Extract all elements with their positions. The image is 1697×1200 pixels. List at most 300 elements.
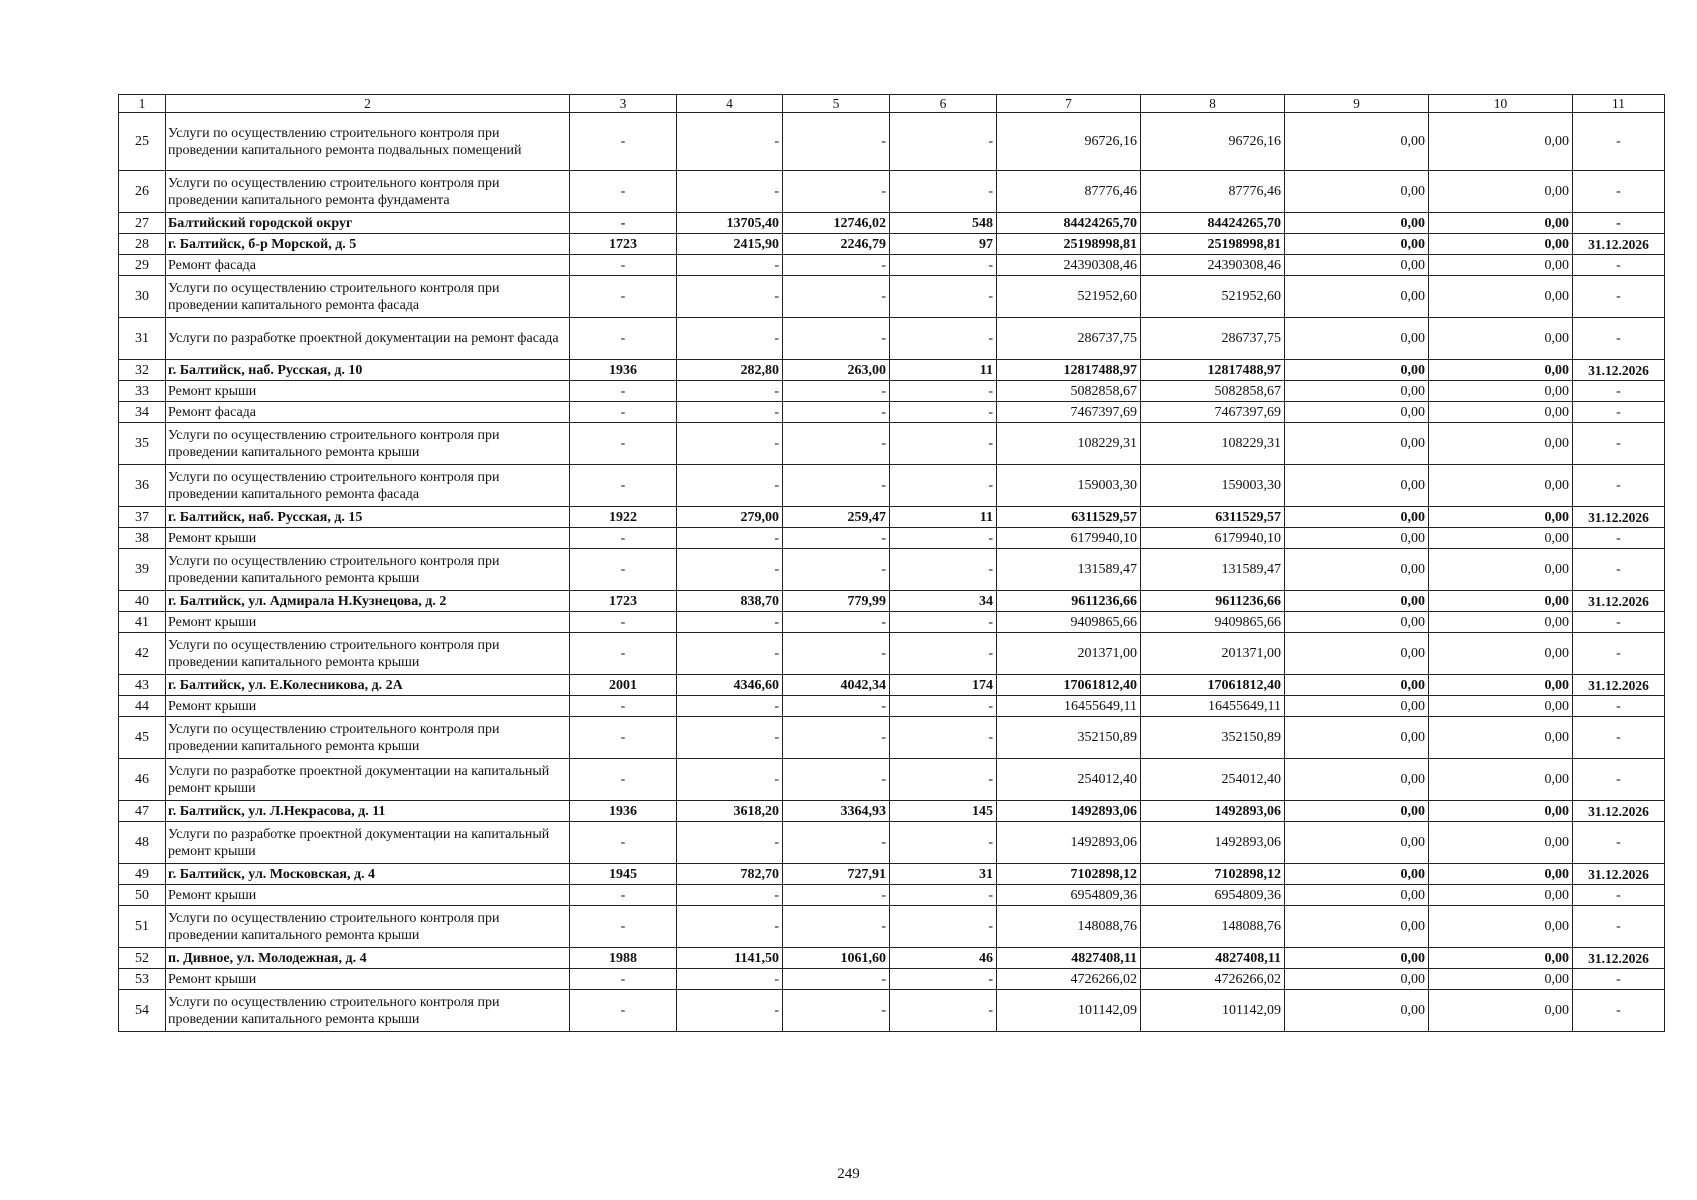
col-4-value: - [677,402,783,423]
col-11-value: - [1573,381,1665,402]
col-9-value: 0,00 [1285,591,1429,612]
row-number: 26 [119,171,166,213]
col-4-value: - [677,423,783,465]
col-11-value: 31.12.2026 [1573,591,1665,612]
col-7-value: 1492893,06 [997,822,1141,864]
col-11-value: - [1573,113,1665,171]
col-5-value: - [783,528,890,549]
item-name: Услуги по разработке проектной документации на капитальный ремонт крыши [166,822,570,864]
row-number: 33 [119,381,166,402]
col-4-value: 1141,50 [677,948,783,969]
col-8-value: 101142,09 [1141,990,1285,1032]
col-6-value: - [890,696,997,717]
col-6-value: - [890,612,997,633]
col-5-value: 1061,60 [783,948,890,969]
col-11-value: 31.12.2026 [1573,360,1665,381]
col-6-value: 31 [890,864,997,885]
col-6-value: - [890,276,997,318]
row-number: 52 [119,948,166,969]
col-6-value: - [890,633,997,675]
table-row-address [119,801,1665,822]
col-6-value: 11 [890,360,997,381]
col-10-value: 0,00 [1429,113,1573,171]
col-8-value: 24390308,46 [1141,255,1285,276]
column-header: 10 [1429,95,1573,113]
col-5-value: - [783,171,890,213]
col-3-value: 1936 [570,801,677,822]
col-10-value: 0,00 [1429,318,1573,360]
row-number: 47 [119,801,166,822]
col-9-value: 0,00 [1285,423,1429,465]
col-10-value: 0,00 [1429,885,1573,906]
col-4-value: - [677,969,783,990]
col-5-value: - [783,906,890,948]
col-11-value: - [1573,696,1665,717]
col-5-value: - [783,318,890,360]
col-7-value: 201371,00 [997,633,1141,675]
col-3-value: - [570,990,677,1032]
col-6-value: - [890,906,997,948]
col-4-value: - [677,696,783,717]
col-6-value: - [890,381,997,402]
col-11-value: - [1573,990,1665,1032]
item-name: Ремонт крыши [166,612,570,633]
col-7-value: 6954809,36 [997,885,1141,906]
col-10-value: 0,00 [1429,360,1573,381]
col-6-value: - [890,759,997,801]
col-7-value: 12817488,97 [997,360,1141,381]
col-7-value: 148088,76 [997,906,1141,948]
col-8-value: 6311529,57 [1141,507,1285,528]
col-10-value: 0,00 [1429,633,1573,675]
item-name: Услуги по осуществлению строительного контроля при проведении капитального ремонта крыши [166,549,570,591]
row-number: 38 [119,528,166,549]
table-row [119,318,1665,360]
col-6-value: - [890,885,997,906]
column-header: 1 [119,95,166,113]
col-5-value: - [783,465,890,507]
row-number: 35 [119,423,166,465]
col-11-value: - [1573,969,1665,990]
col-5-value: - [783,255,890,276]
col-7-value: 254012,40 [997,759,1141,801]
col-10-value: 0,00 [1429,507,1573,528]
table-row-address [119,591,1665,612]
row-number: 34 [119,402,166,423]
col-8-value: 7467397,69 [1141,402,1285,423]
col-11-value: - [1573,822,1665,864]
item-name: Ремонт фасада [166,402,570,423]
col-10-value: 0,00 [1429,255,1573,276]
col-3-value: - [570,213,677,234]
col-9-value: 0,00 [1285,717,1429,759]
row-number: 27 [119,213,166,234]
row-number: 45 [119,717,166,759]
col-7-value: 5082858,67 [997,381,1141,402]
col-3-value: - [570,906,677,948]
row-number: 50 [119,885,166,906]
col-10-value: 0,00 [1429,801,1573,822]
col-8-value: 286737,75 [1141,318,1285,360]
col-8-value: 25198998,81 [1141,234,1285,255]
column-header: 4 [677,95,783,113]
col-9-value: 0,00 [1285,969,1429,990]
col-11-value: - [1573,255,1665,276]
col-7-value: 352150,89 [997,717,1141,759]
item-name: Услуги по осуществлению строительного контроля при проведении капитального ремонта крыши [166,423,570,465]
col-3-value: - [570,318,677,360]
col-3-value: - [570,528,677,549]
col-5-value: - [783,969,890,990]
col-8-value: 352150,89 [1141,717,1285,759]
col-5-value: - [783,423,890,465]
page-number: 249 [837,1166,860,1182]
column-header: 11 [1573,95,1665,113]
table-row [119,969,1665,990]
col-8-value: 159003,30 [1141,465,1285,507]
col-5-value: - [783,113,890,171]
row-number: 44 [119,696,166,717]
table-row-address [119,948,1665,969]
col-6-value: - [890,990,997,1032]
col-11-value: - [1573,759,1665,801]
col-6-value: - [890,255,997,276]
table-row [119,113,1665,171]
table-row [119,633,1665,675]
col-7-value: 6311529,57 [997,507,1141,528]
column-header: 9 [1285,95,1429,113]
item-name: Ремонт крыши [166,381,570,402]
row-number: 46 [119,759,166,801]
col-5-value: - [783,381,890,402]
col-11-value: - [1573,717,1665,759]
col-9-value: 0,00 [1285,612,1429,633]
col-9-value: 0,00 [1285,801,1429,822]
item-name: Услуги по осуществлению строительного контроля при проведении капитального ремонта фасада [166,465,570,507]
col-6-value: 34 [890,591,997,612]
col-9-value: 0,00 [1285,234,1429,255]
col-10-value: 0,00 [1429,402,1573,423]
header-row [119,95,1665,113]
col-6-value: - [890,969,997,990]
item-name: г. Балтийск, б-р Морской, д. 5 [166,234,570,255]
row-number: 37 [119,507,166,528]
col-7-value: 25198998,81 [997,234,1141,255]
row-number: 40 [119,591,166,612]
col-10-value: 0,00 [1429,675,1573,696]
col-3-value: - [570,171,677,213]
col-3-value: - [570,402,677,423]
item-name: Услуги по осуществлению строительного контроля при проведении капитального ремонта фундамента [166,171,570,213]
col-9-value: 0,00 [1285,113,1429,171]
col-4-value: - [677,255,783,276]
col-3-value: - [570,612,677,633]
col-3-value: - [570,423,677,465]
col-6-value: 97 [890,234,997,255]
item-name: г. Балтийск, ул. Л.Некрасова, д. 11 [166,801,570,822]
col-3-value: - [570,276,677,318]
row-number: 32 [119,360,166,381]
item-name: Ремонт крыши [166,696,570,717]
col-3-value: 1988 [570,948,677,969]
item-name: п. Дивное, ул. Молодежная, д. 4 [166,948,570,969]
col-5-value: - [783,633,890,675]
table-row-address [119,360,1665,381]
row-number: 51 [119,906,166,948]
col-10-value: 0,00 [1429,990,1573,1032]
col-8-value: 12817488,97 [1141,360,1285,381]
col-5-value: - [783,990,890,1032]
col-4-value: - [677,171,783,213]
col-3-value: - [570,759,677,801]
col-5-value: 4042,34 [783,675,890,696]
col-6-value: 11 [890,507,997,528]
col-4-value: - [677,612,783,633]
col-10-value: 0,00 [1429,549,1573,591]
table-row [119,906,1665,948]
col-9-value: 0,00 [1285,318,1429,360]
item-name: Услуги по разработке проектной документации на ремонт фасада [166,318,570,360]
data-table [118,94,1665,1032]
item-name: г. Балтийск, наб. Русская, д. 15 [166,507,570,528]
table-body [119,95,1665,1032]
col-6-value: - [890,318,997,360]
col-4-value: - [677,990,783,1032]
col-4-value: - [677,633,783,675]
col-10-value: 0,00 [1429,276,1573,318]
item-name: Услуги по осуществлению строительного контроля при проведении капитального ремонта крыши [166,990,570,1032]
col-10-value: 0,00 [1429,864,1573,885]
row-number: 53 [119,969,166,990]
row-number: 36 [119,465,166,507]
col-9-value: 0,00 [1285,255,1429,276]
col-3-value: 2001 [570,675,677,696]
col-9-value: 0,00 [1285,948,1429,969]
col-5-value: 2246,79 [783,234,890,255]
col-9-value: 0,00 [1285,171,1429,213]
table-row [119,423,1665,465]
col-10-value: 0,00 [1429,465,1573,507]
col-7-value: 521952,60 [997,276,1141,318]
table-row [119,885,1665,906]
col-8-value: 131589,47 [1141,549,1285,591]
col-11-value: - [1573,549,1665,591]
col-7-value: 16455649,11 [997,696,1141,717]
col-5-value: - [783,885,890,906]
col-8-value: 7102898,12 [1141,864,1285,885]
col-11-value: - [1573,612,1665,633]
col-5-value: 259,47 [783,507,890,528]
item-name: Услуги по осуществлению строительного контроля при проведении капитального ремонта крыши [166,717,570,759]
col-8-value: 148088,76 [1141,906,1285,948]
col-4-value: - [677,276,783,318]
col-10-value: 0,00 [1429,759,1573,801]
col-10-value: 0,00 [1429,948,1573,969]
col-10-value: 0,00 [1429,696,1573,717]
col-5-value: - [783,276,890,318]
col-7-value: 159003,30 [997,465,1141,507]
col-3-value: - [570,113,677,171]
col-5-value: - [783,717,890,759]
col-7-value: 286737,75 [997,318,1141,360]
col-4-value: 3618,20 [677,801,783,822]
col-6-value: - [890,822,997,864]
row-number: 30 [119,276,166,318]
table-row [119,822,1665,864]
col-5-value: 12746,02 [783,213,890,234]
col-9-value: 0,00 [1285,885,1429,906]
col-7-value: 17061812,40 [997,675,1141,696]
row-number: 41 [119,612,166,633]
col-7-value: 131589,47 [997,549,1141,591]
col-9-value: 0,00 [1285,759,1429,801]
col-5-value: - [783,612,890,633]
col-6-value: - [890,549,997,591]
item-name: г. Балтийск, ул. Московская, д. 4 [166,864,570,885]
col-11-value: - [1573,528,1665,549]
col-9-value: 0,00 [1285,465,1429,507]
item-name: г. Балтийск, наб. Русская, д. 10 [166,360,570,381]
col-5-value: 779,99 [783,591,890,612]
item-name: Ремонт крыши [166,969,570,990]
col-4-value: 2415,90 [677,234,783,255]
col-10-value: 0,00 [1429,381,1573,402]
col-4-value: 782,70 [677,864,783,885]
col-11-value: - [1573,171,1665,213]
col-4-value: - [677,113,783,171]
col-11-value: - [1573,885,1665,906]
col-11-value: - [1573,423,1665,465]
table-row [119,696,1665,717]
col-5-value: 727,91 [783,864,890,885]
col-3-value: - [570,465,677,507]
col-7-value: 87776,46 [997,171,1141,213]
col-7-value: 9409865,66 [997,612,1141,633]
col-7-value: 6179940,10 [997,528,1141,549]
col-7-value: 108229,31 [997,423,1141,465]
col-6-value: 174 [890,675,997,696]
col-6-value: - [890,402,997,423]
col-8-value: 5082858,67 [1141,381,1285,402]
col-11-value: - [1573,276,1665,318]
col-11-value: - [1573,402,1665,423]
col-9-value: 0,00 [1285,213,1429,234]
col-11-value: 31.12.2026 [1573,507,1665,528]
item-name: Ремонт крыши [166,528,570,549]
col-4-value: - [677,465,783,507]
item-name: г. Балтийск, ул. Е.Колесникова, д. 2А [166,675,570,696]
col-8-value: 9409865,66 [1141,612,1285,633]
col-3-value: - [570,696,677,717]
col-3-value: - [570,255,677,276]
col-9-value: 0,00 [1285,549,1429,591]
col-5-value: - [783,696,890,717]
row-number: 49 [119,864,166,885]
table-row [119,276,1665,318]
table-row-address [119,864,1665,885]
row-number: 43 [119,675,166,696]
row-number: 31 [119,318,166,360]
col-7-value: 101142,09 [997,990,1141,1032]
col-8-value: 1492893,06 [1141,822,1285,864]
col-8-value: 16455649,11 [1141,696,1285,717]
col-8-value: 4726266,02 [1141,969,1285,990]
col-7-value: 4827408,11 [997,948,1141,969]
col-9-value: 0,00 [1285,822,1429,864]
col-10-value: 0,00 [1429,171,1573,213]
item-name: Услуги по разработке проектной документации на капитальный ремонт крыши [166,759,570,801]
col-10-value: 0,00 [1429,528,1573,549]
col-8-value: 1492893,06 [1141,801,1285,822]
col-11-value: - [1573,213,1665,234]
col-4-value: 4346,60 [677,675,783,696]
col-9-value: 0,00 [1285,276,1429,318]
item-name: Услуги по осуществлению строительного контроля при проведении капитального ремонта крыши [166,633,570,675]
col-11-value: - [1573,318,1665,360]
column-header: 5 [783,95,890,113]
row-number: 28 [119,234,166,255]
col-11-value: - [1573,633,1665,675]
item-name: Ремонт фасада [166,255,570,276]
col-6-value: 145 [890,801,997,822]
column-header: 7 [997,95,1141,113]
col-3-value: 1936 [570,360,677,381]
col-3-value: 1723 [570,234,677,255]
item-name: Услуги по осуществлению строительного контроля при проведении капитального ремонта подвальных помещений [166,113,570,171]
row-number: 42 [119,633,166,675]
col-10-value: 0,00 [1429,906,1573,948]
col-8-value: 521952,60 [1141,276,1285,318]
col-8-value: 96726,16 [1141,113,1285,171]
col-3-value: 1723 [570,591,677,612]
col-3-value: - [570,969,677,990]
col-11-value: 31.12.2026 [1573,801,1665,822]
col-8-value: 9611236,66 [1141,591,1285,612]
table-row-address [119,213,1665,234]
col-10-value: 0,00 [1429,717,1573,759]
item-name: Услуги по осуществлению строительного контроля при проведении капитального ремонта крыши [166,906,570,948]
col-9-value: 0,00 [1285,402,1429,423]
col-10-value: 0,00 [1429,969,1573,990]
col-6-value: - [890,528,997,549]
col-11-value: - [1573,906,1665,948]
col-10-value: 0,00 [1429,423,1573,465]
col-4-value: 279,00 [677,507,783,528]
row-number: 48 [119,822,166,864]
col-11-value: 31.12.2026 [1573,675,1665,696]
row-number: 25 [119,113,166,171]
col-6-value: - [890,423,997,465]
col-5-value: - [783,759,890,801]
col-5-value: 3364,93 [783,801,890,822]
col-4-value: - [677,549,783,591]
col-6-value: - [890,717,997,759]
col-3-value: - [570,549,677,591]
col-7-value: 7467397,69 [997,402,1141,423]
col-9-value: 0,00 [1285,675,1429,696]
table-row [119,465,1665,507]
item-name: Балтийский городской округ [166,213,570,234]
col-9-value: 0,00 [1285,360,1429,381]
col-11-value: - [1573,465,1665,507]
item-name: Услуги по осуществлению строительного контроля при проведении капитального ремонта фасада [166,276,570,318]
col-6-value: - [890,465,997,507]
col-11-value: 31.12.2026 [1573,234,1665,255]
col-8-value: 6954809,36 [1141,885,1285,906]
col-4-value: 282,80 [677,360,783,381]
col-9-value: 0,00 [1285,381,1429,402]
col-6-value: 46 [890,948,997,969]
